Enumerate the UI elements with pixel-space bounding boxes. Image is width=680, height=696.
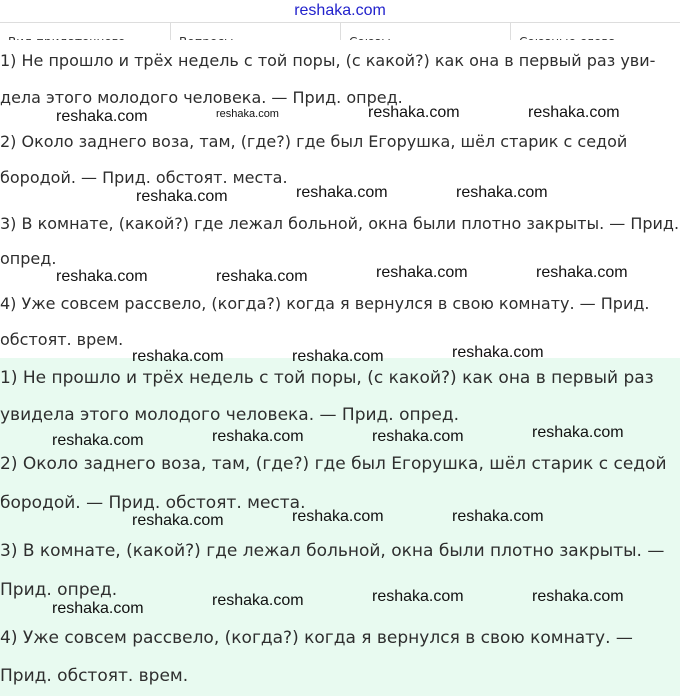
watermark: reshaka.com (372, 428, 464, 445)
watermark: reshaka.com (456, 184, 548, 201)
watermark: reshaka.com (52, 432, 144, 449)
site-link[interactable]: reshaka.com (294, 2, 386, 19)
text-line: бородой. — Прид. обстоят. места. (0, 493, 306, 513)
text-line: опред. (0, 249, 57, 268)
watermark: reshaka.com (56, 268, 148, 285)
text-line: дела этого молодого человека. — Прид. опред. (0, 88, 403, 107)
watermark: reshaka.com (368, 104, 460, 121)
watermark: reshaka.com (532, 588, 624, 605)
watermark: reshaka.com (216, 268, 308, 285)
watermark: reshaka.com (296, 184, 388, 201)
watermark: reshaka.com (372, 588, 464, 605)
text-line: 2) Около заднего воза, там, (где?) где был Егорушка, шёл старик с седой (0, 132, 628, 151)
watermark: reshaka.com (216, 108, 279, 120)
text-line: обстоят. врем. (0, 330, 124, 349)
watermark: reshaka.com (52, 600, 144, 617)
text-line: 3) В комнате, (какой?) где лежал больной, окна были плотно закрыты. — (0, 541, 665, 561)
text-line: Прид. обстоят. врем. (0, 666, 189, 686)
watermark: reshaka.com (212, 428, 304, 445)
watermark: reshaka.com (452, 508, 544, 525)
text-line: 4) Уже совсем рассвело, (когда?) когда я вернулся в свою комнату. — Прид. (0, 294, 650, 313)
watermark: reshaka.com (292, 508, 384, 525)
text-line: бородой. — Прид. обстоят. места. (0, 168, 288, 187)
watermark: reshaka.com (292, 348, 384, 365)
watermark: reshaka.com (132, 512, 224, 529)
answer-block-2 (0, 358, 680, 696)
text-line: 4) Уже совсем рассвело, (когда?) когда я вернулся в свою комнату. — (0, 628, 633, 648)
text-line: увидела этого молодого человека. — Прид. опред. (0, 405, 460, 425)
text-line: 2) Около заднего воза, там, (где?) где был Егорушка, шёл старик с седой (0, 454, 667, 474)
watermark: reshaka.com (136, 188, 228, 205)
watermark: reshaka.com (528, 104, 620, 121)
watermark: reshaka.com (452, 344, 544, 361)
watermark: reshaka.com (532, 424, 624, 441)
text-line: Прид. опред. (0, 580, 118, 600)
watermark: reshaka.com (132, 348, 224, 365)
text-line: 1) Не прошло и трёх недель с той поры, (с какой?) как она в первый раз уви- (0, 51, 656, 70)
watermark: reshaka.com (56, 108, 148, 125)
watermark: reshaka.com (376, 264, 468, 281)
text-line: 1) Не прошло и трёх недель с той поры, (с какой?) как она в первый раз (0, 368, 654, 388)
watermark: reshaka.com (212, 592, 304, 609)
watermark: reshaka.com (536, 264, 628, 281)
text-line: 3) В комнате, (какой?) где лежал больной, окна были плотно закрыты. — Прид. (0, 214, 680, 233)
